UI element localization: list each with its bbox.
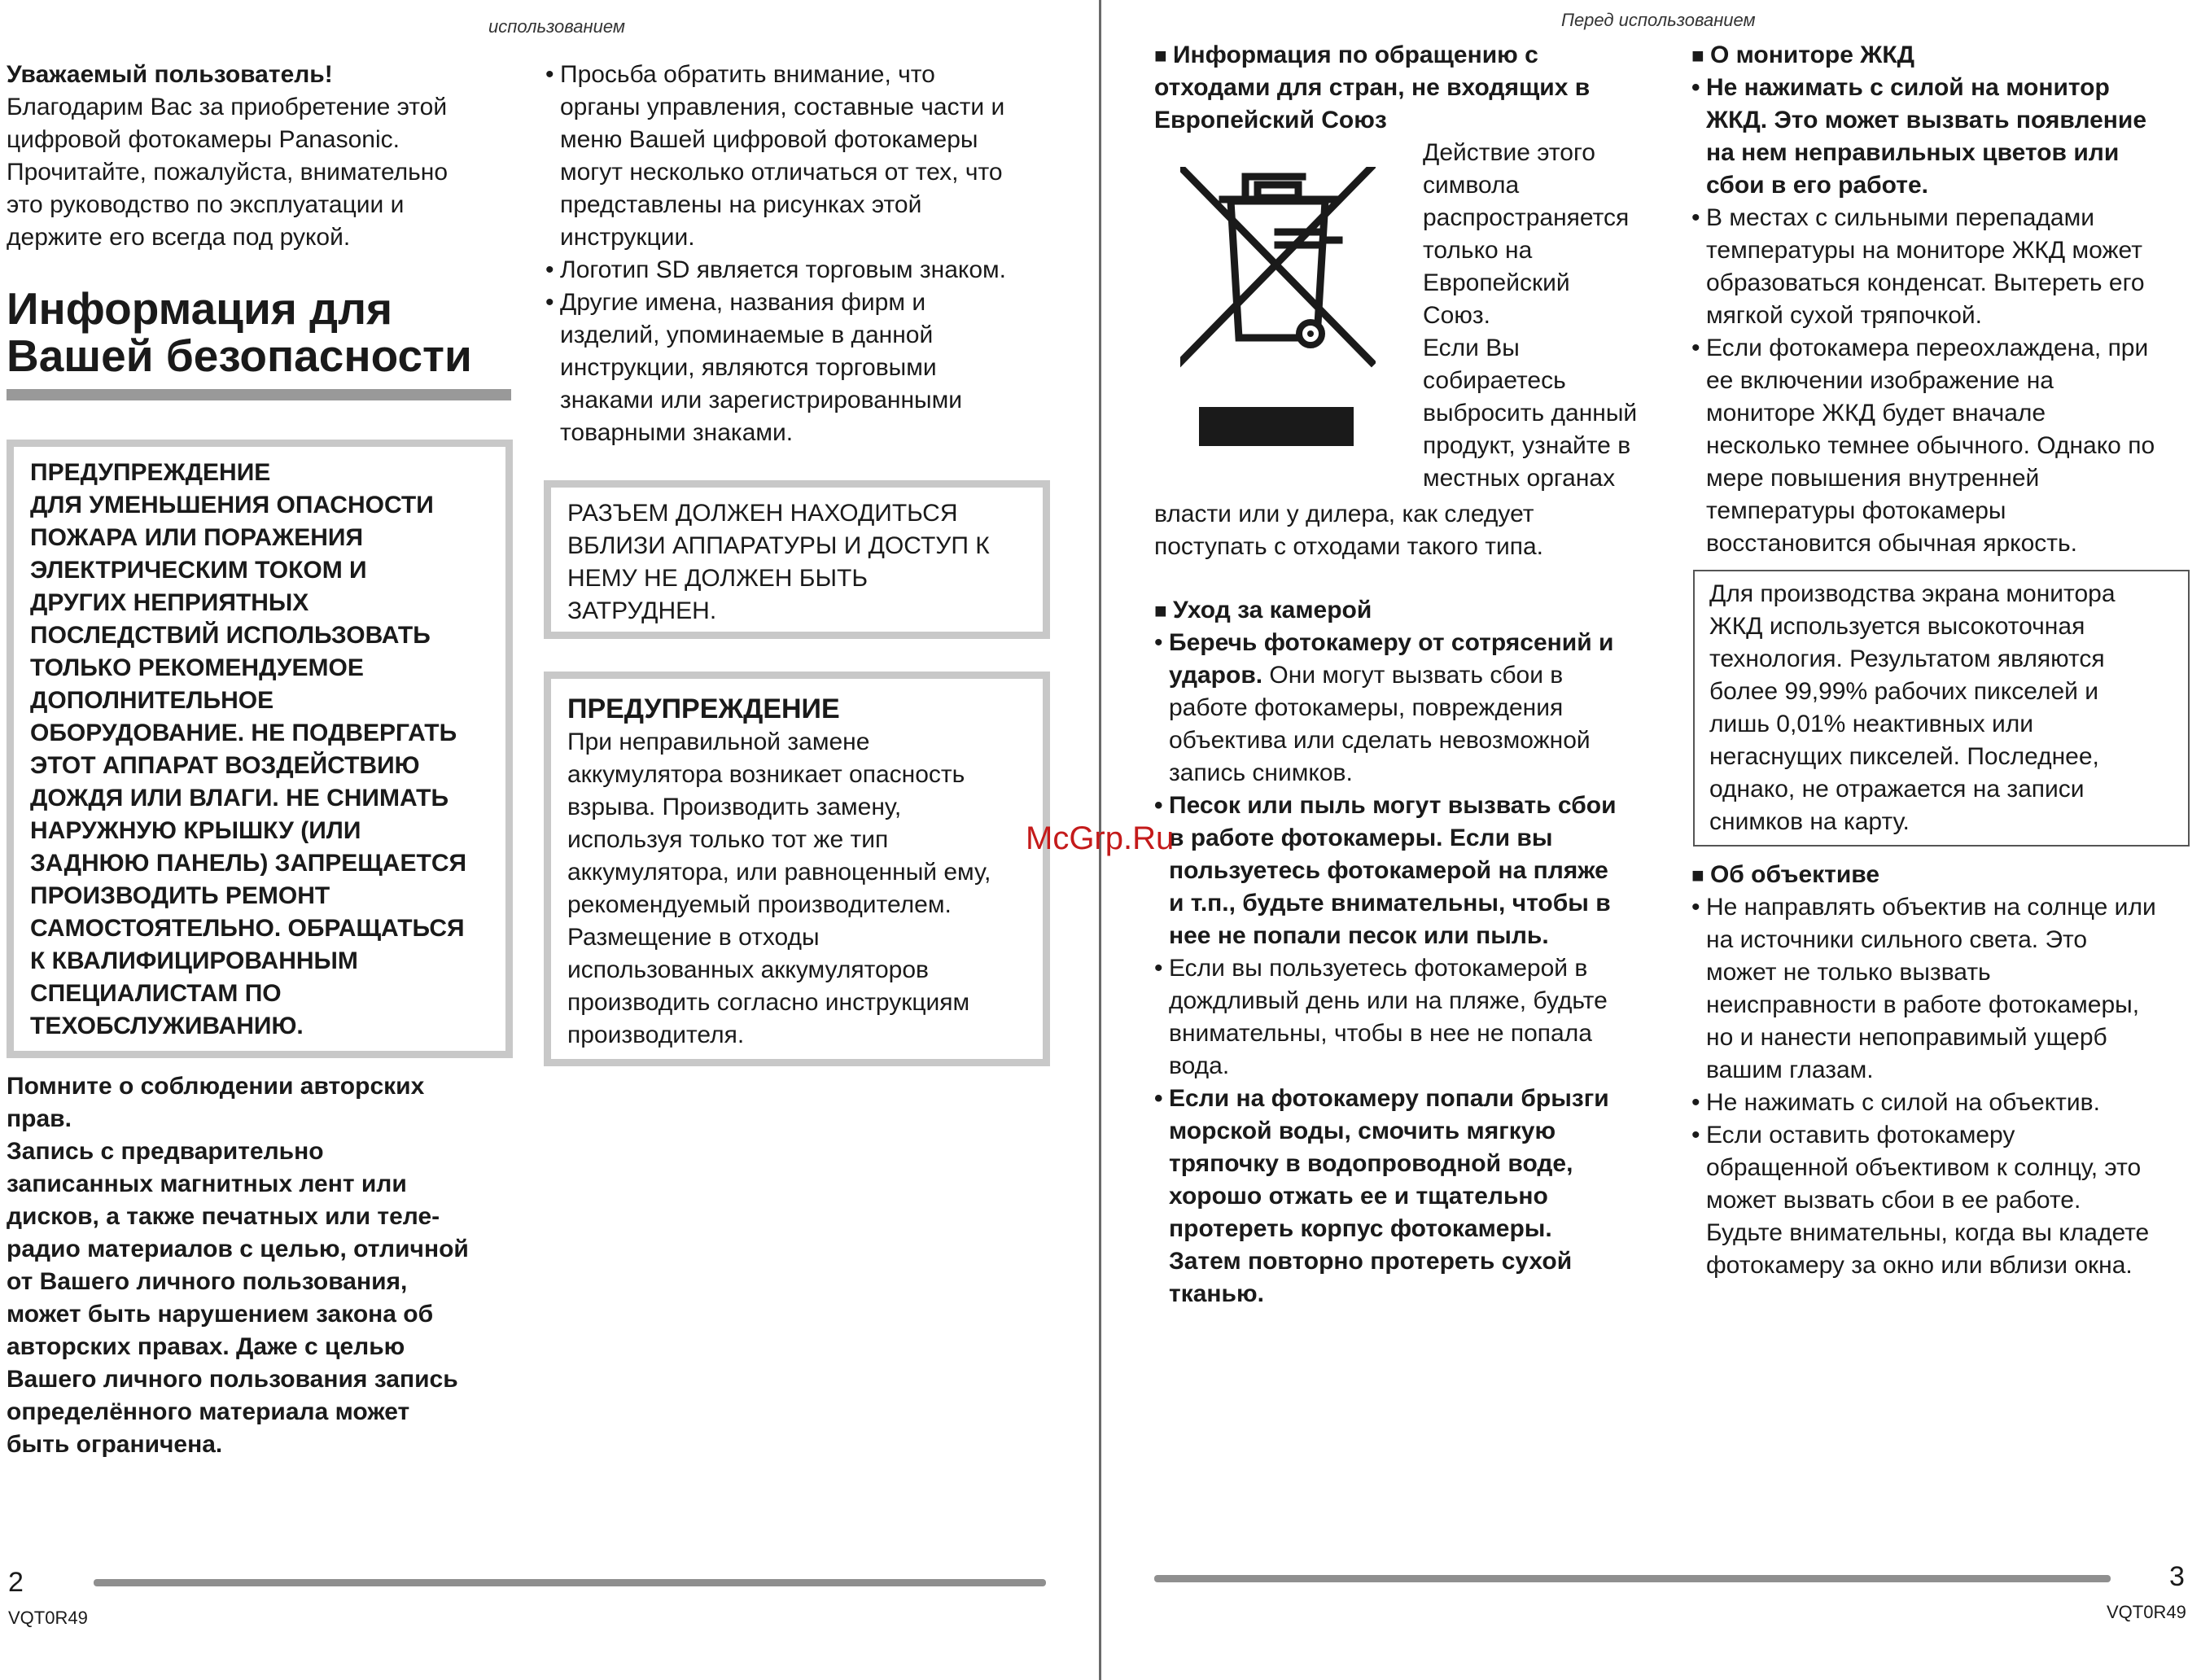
- lens-bullet-window: [1691, 1119, 2196, 1282]
- right-running-header: Перед использованием: [1561, 10, 1756, 30]
- text-line: Для производства экрана монитора: [1709, 580, 2116, 607]
- text-line: температуры на мониторе ЖКД может: [1706, 237, 2142, 264]
- text-line: тряпочку в водопроводной воде,: [1169, 1150, 1573, 1177]
- text-line: пользуетесь фотокамерой на пляже: [1169, 857, 1608, 884]
- text-line: Будьте внимательны, когда вы кладете: [1706, 1219, 2150, 1246]
- text-line: Помните о соблюдении авторских: [7, 1073, 425, 1100]
- text-line: • Просьба обратить внимание, что: [560, 61, 935, 88]
- text-line: однако, не отражается на записи: [1709, 776, 2085, 803]
- text-line: НЕМУ НЕ ДОЛЖЕН БЫТЬ: [567, 565, 869, 592]
- text-line: РАЗЪЕМ ДОЛЖЕН НАХОДИТЬСЯ: [567, 500, 958, 527]
- text-line: аккумулятора, или равноценный ему,: [567, 859, 991, 886]
- lens-bullet-pressure: [1691, 1087, 2196, 1119]
- care-bullet-rain: [1154, 952, 1667, 1083]
- text-line: Беречь фотокамеру от сотрясений и: [1169, 629, 1614, 656]
- text-line: ПОЖАРА ИЛИ ПОРАЖЕНИЯ: [30, 524, 364, 551]
- camera-care-heading: [1154, 594, 1372, 627]
- text-line: быть ограничена.: [7, 1431, 223, 1458]
- lcd-pixel-box: [1693, 570, 2190, 847]
- section-title: [7, 285, 527, 379]
- care-bullet-seawater: [1154, 1083, 1667, 1310]
- text-line: хорошо отжать ее и тщательно: [1169, 1183, 1548, 1210]
- text-line: • Логотип SD является торговым знаком.: [560, 256, 1006, 283]
- text-line: использованных аккумуляторов: [567, 956, 929, 983]
- text-line: представлены на рисунках этой: [560, 191, 922, 218]
- right-footer-rule: [1154, 1575, 2111, 1582]
- text-line: распространяется: [1423, 204, 1630, 231]
- text-line: вода.: [1169, 1052, 1230, 1079]
- text-line: ударов.: [1169, 662, 1263, 689]
- text-line: авторских правах. Даже с целью: [7, 1333, 405, 1360]
- greeting-block: [7, 59, 511, 254]
- text-line: на источники сильного света. Это: [1706, 926, 2088, 953]
- text-line: лишь 0,01% неактивных или: [1709, 711, 2034, 737]
- text-line: тканью.: [1169, 1280, 1264, 1307]
- text-line: на нем неправильных цветов или: [1706, 139, 2120, 166]
- text-line: восстановится обычная яркость.: [1706, 530, 2077, 557]
- greeting-text: [7, 91, 511, 254]
- text-line: Европейский Союз: [1154, 107, 1387, 133]
- text-line: ДОПОЛНИТЕЛЬНОЕ: [30, 687, 274, 714]
- text-line: это руководство по эксплуатации и: [7, 191, 405, 218]
- greeting-title: Уважаемый пользователь!: [7, 61, 333, 88]
- text-line: дождливый день или на пляже, будьте: [1169, 987, 1608, 1014]
- note-controls: [545, 59, 1066, 254]
- text-line: негаснущих пикселей. Последнее,: [1709, 743, 2099, 770]
- note-sd-logo: [545, 254, 1066, 287]
- text-line: взрыва. Производить замену,: [567, 794, 902, 820]
- text-line: Затем повторно протереть сухой: [1169, 1248, 1573, 1275]
- text-line: Они могут вызвать сбои в: [1262, 662, 1564, 689]
- text-line: Размещение в отходы: [567, 924, 820, 951]
- text-line: ЖКД. Это может вызвать появление: [1706, 107, 2147, 133]
- text-line: может не только вызвать: [1706, 959, 1991, 986]
- text-line: СПЕЦИАЛИСТАМ ПО: [30, 980, 282, 1007]
- text-line: температуры фотокамеры: [1706, 497, 2006, 524]
- disposal-text: [1154, 498, 1659, 563]
- lcd-heading-text: О мониторе ЖКД: [1709, 42, 1915, 68]
- text-line: Запись с предварительно: [7, 1138, 324, 1165]
- text-line: • В местах с сильными перепадами: [1706, 204, 2094, 231]
- lcd-bullet-condensation: [1691, 202, 2196, 332]
- section-title-line-1: Информация для: [7, 283, 393, 334]
- text-line: • Песок или пыль могут вызвать сбои: [1169, 792, 1617, 819]
- text-line: мягкой сухой тряпочкой.: [1706, 302, 1982, 329]
- text-line: технология. Результатом являются: [1709, 645, 2105, 672]
- text-line: местных органах: [1423, 465, 1616, 492]
- text-line: Если Вы: [1423, 335, 1520, 361]
- disposal-heading: [1154, 39, 1675, 137]
- watermark: McGrp.Ru: [1026, 820, 1175, 856]
- text-line: вашим глазам.: [1706, 1057, 1874, 1083]
- text-line: При неправильной замене: [567, 728, 870, 755]
- text-line: протереть корпус фотокамеры.: [1169, 1215, 1552, 1242]
- text-line: инструкции.: [560, 224, 695, 251]
- text-line: цифровой фотокамеры Panasonic.: [7, 126, 400, 153]
- text-line: ДЛЯ УМЕНЬШЕНИЯ ОПАСНОСТИ: [30, 492, 434, 518]
- text-line: записанных магнитных лент или: [7, 1170, 407, 1197]
- left-page-number: 2: [8, 1567, 24, 1598]
- text-line: несколько темнее обычного. Однако по: [1706, 432, 2155, 459]
- text-line: знаками или зарегистрированными: [560, 387, 962, 413]
- text-line: и т.п., будьте внимательны, чтобы в: [1169, 890, 1611, 917]
- text-line: снимков на карту.: [1709, 808, 1910, 835]
- text-line: может быть нарушением закона об: [7, 1301, 434, 1328]
- lcd-list: [1691, 72, 2196, 560]
- text-line: изделий, упоминаемые в данной: [560, 322, 934, 348]
- text-line: ее включении изображение на: [1706, 367, 2054, 394]
- text-line: более 99,99% рабочих пикселей и: [1709, 678, 2098, 705]
- text-line: определённого материала может: [7, 1398, 410, 1425]
- text-line: ПРЕДУПРЕЖДЕНИЕ: [30, 459, 271, 486]
- text-line: САМОСТОЯТЕЛЬНО. ОБРАЩАТЬСЯ: [30, 915, 465, 942]
- text-line: Вашего личного пользования запись: [7, 1366, 458, 1393]
- disposal-heading-text: [1154, 42, 1590, 133]
- text-line: ДРУГИХ НЕПРИЯТНЫХ: [30, 589, 309, 616]
- text-line: продукт, узнайте в: [1423, 432, 1631, 459]
- crossed-bin-icon: [1180, 167, 1376, 448]
- text-line: Европейский: [1423, 269, 1570, 296]
- text-line: власти или у дилера, как следует: [1154, 501, 1534, 527]
- text-line: ТОЛЬКО РЕКОМЕНДУЕМОЕ: [30, 654, 364, 681]
- text-line: от Вашего личного пользования,: [7, 1268, 408, 1295]
- section-title-line-2: Вашей безопасности: [7, 330, 472, 381]
- lcd-bullet-cold: [1691, 332, 2196, 560]
- text-line: работе фотокамеры, повреждения: [1169, 694, 1564, 721]
- text-line: сбои в его работе.: [1706, 172, 1928, 199]
- right-page-number: 3: [2169, 1561, 2185, 1592]
- text-line: ДОЖДЯ ИЛИ ВЛАГИ. НЕ СНИМАТЬ: [30, 785, 449, 812]
- text-line: ЭЛЕКТРИЧЕСКИМ ТОКОМ И: [30, 557, 367, 584]
- text-line: объектива или сделать невозможной: [1169, 727, 1591, 754]
- text-line: но и нанести непоправимый ущерб: [1706, 1024, 2107, 1051]
- text-line: • Если фотокамера переохлаждена, при: [1706, 335, 2149, 361]
- lens-list: [1691, 891, 2196, 1282]
- left-doc-code: VQT0R49: [8, 1608, 88, 1628]
- text-line: Прочитайте, пожалуйста, внимательно: [7, 159, 449, 186]
- text-line: мере повышения внутренней: [1706, 465, 2040, 492]
- left-running-header: использованием: [488, 16, 625, 37]
- socket-text: [567, 497, 1026, 628]
- text-line: фотокамеру за окно или вблизи окна.: [1706, 1252, 2133, 1279]
- note-trademarks: [545, 287, 1066, 449]
- text-line: • Не нажимать с силой на монитор: [1706, 74, 2110, 101]
- text-line: могут несколько отличаться от тех, что: [560, 159, 1003, 186]
- text-line: Союз.: [1423, 302, 1490, 329]
- text-line: НАРУЖНУЮ КРЫШКУ (ИЛИ: [30, 817, 361, 844]
- right-doc-code: VQT0R49: [2107, 1602, 2186, 1622]
- lens-heading-text: Об объективе: [1709, 861, 1880, 888]
- text-line: производителя.: [567, 1022, 745, 1048]
- text-line: собираетесь: [1423, 367, 1566, 394]
- lens-heading: [1691, 859, 1879, 891]
- text-line: запись снимков.: [1169, 759, 1353, 786]
- text-line: символа: [1423, 172, 1520, 199]
- text-line: нее не попали песок или пыль.: [1169, 922, 1549, 949]
- text-line: ЗАТРУДНЕН.: [567, 597, 717, 624]
- lcd-heading: [1691, 39, 1914, 72]
- left-footer-rule: [94, 1579, 1046, 1586]
- text-line: поступать с отходами такого типа.: [1154, 533, 1543, 560]
- battery-warning-text: [567, 726, 1026, 1052]
- text-line: дисков, а также печатных или теле-: [7, 1203, 440, 1230]
- text-line: Действие этого: [1423, 139, 1595, 166]
- text-line: ВБЛИЗИ АППАРАТУРЫ И ДОСТУП К: [567, 532, 990, 559]
- text-line: • Не нажимать с силой на объектив.: [1706, 1089, 2100, 1116]
- text-line: товарными знаками.: [560, 419, 794, 446]
- text-line: Благодарим Вас за приобретение этой: [7, 94, 448, 120]
- text-line: внимательны, чтобы в нее не попала: [1169, 1020, 1592, 1047]
- care-bullet-shock: [1154, 627, 1667, 790]
- text-line: ЭТОТ АППАРАТ ВОЗДЕЙСТВИЮ: [30, 752, 420, 779]
- text-line: может вызвать сбои в ее работе.: [1706, 1187, 2081, 1214]
- text-line: используя только тот же тип: [567, 826, 889, 853]
- text-line: выбросить данный: [1423, 400, 1638, 427]
- camera-care-heading-text: Уход за камерой: [1172, 597, 1372, 623]
- text-line: держите его всегда под рукой.: [7, 224, 351, 251]
- text-line: органы управления, составные части и: [560, 94, 1005, 120]
- socket-box: [544, 480, 1050, 639]
- text-line: отходами для стран, не входящих в: [1154, 74, 1591, 101]
- text-line: • Не направлять объектив на солнце или: [1706, 894, 2156, 921]
- text-line: в работе фотокамеры. Если вы: [1169, 825, 1553, 851]
- text-line: обращенной объективом к солнцу, это: [1706, 1154, 2142, 1181]
- text-line: аккумулятора возникает опасность: [567, 761, 965, 788]
- notes-list: [545, 59, 1066, 449]
- text-line: Информация по обращению с: [1172, 42, 1538, 68]
- battery-warning-title: ПРЕДУПРЕЖДЕНИЕ: [567, 693, 840, 724]
- text-line: • Если на фотокамеру попали брызги: [1169, 1085, 1609, 1112]
- warning-text: [30, 457, 489, 1043]
- text-line: ЗАДНЮЮ ПАНЕЛЬ) ЗАПРЕЩАЕТСЯ: [30, 850, 467, 877]
- text-line: • Если оставить фотокамеру: [1706, 1122, 2015, 1148]
- text-line: производить согласно инструкциям: [567, 989, 970, 1016]
- copyright-notice: [7, 1070, 515, 1461]
- text-line: ОБОРУДОВАНИЕ. НЕ ПОДВЕРГАТЬ: [30, 720, 457, 746]
- text-line: прав.: [7, 1105, 72, 1132]
- text-line: мониторе ЖКД будет вначале: [1706, 400, 2046, 427]
- warning-box: [7, 440, 513, 1058]
- text-line: ПРОИЗВОДИТЬ РЕМОНТ: [30, 882, 330, 909]
- text-line: образоваться конденсат. Вытереть его: [1706, 269, 2145, 296]
- camera-care-list: [1154, 627, 1667, 1310]
- text-line: К КВАЛИФИЦИРОВАННЫМ: [30, 947, 358, 974]
- section-title-rule: [7, 389, 511, 400]
- lens-bullet-sun: [1691, 891, 2196, 1087]
- text-line: ПОСЛЕДСТВИЙ ИСПОЛЬЗОВАТЬ: [30, 622, 431, 649]
- text-line: ЖКД используется высокоточная: [1709, 613, 2085, 640]
- text-line: • Другие имена, названия фирм и: [560, 289, 926, 316]
- text-line: неисправности в работе фотокамеры,: [1706, 991, 2140, 1018]
- text-line: морской воды, смочить мягкую: [1169, 1118, 1556, 1144]
- care-bullet-sand: [1154, 790, 1667, 952]
- disposal-side-text: [1423, 137, 1659, 495]
- text-line: только на: [1423, 237, 1533, 264]
- text-line: инструкции, являются торговыми: [560, 354, 937, 381]
- text-line: радио материалов с целью, отличной: [7, 1236, 469, 1262]
- text-line: меню Вашей цифровой фотокамеры: [560, 126, 978, 153]
- text-line: • Если вы пользуетесь фотокамерой в: [1169, 955, 1588, 982]
- battery-warning-box: [544, 672, 1050, 1066]
- text-line: ТЕХОБСЛУЖИВАНИЮ.: [30, 1013, 304, 1039]
- lcd-bullet-pressure: [1691, 72, 2196, 202]
- text-line: рекомендуемый производителем.: [567, 891, 952, 918]
